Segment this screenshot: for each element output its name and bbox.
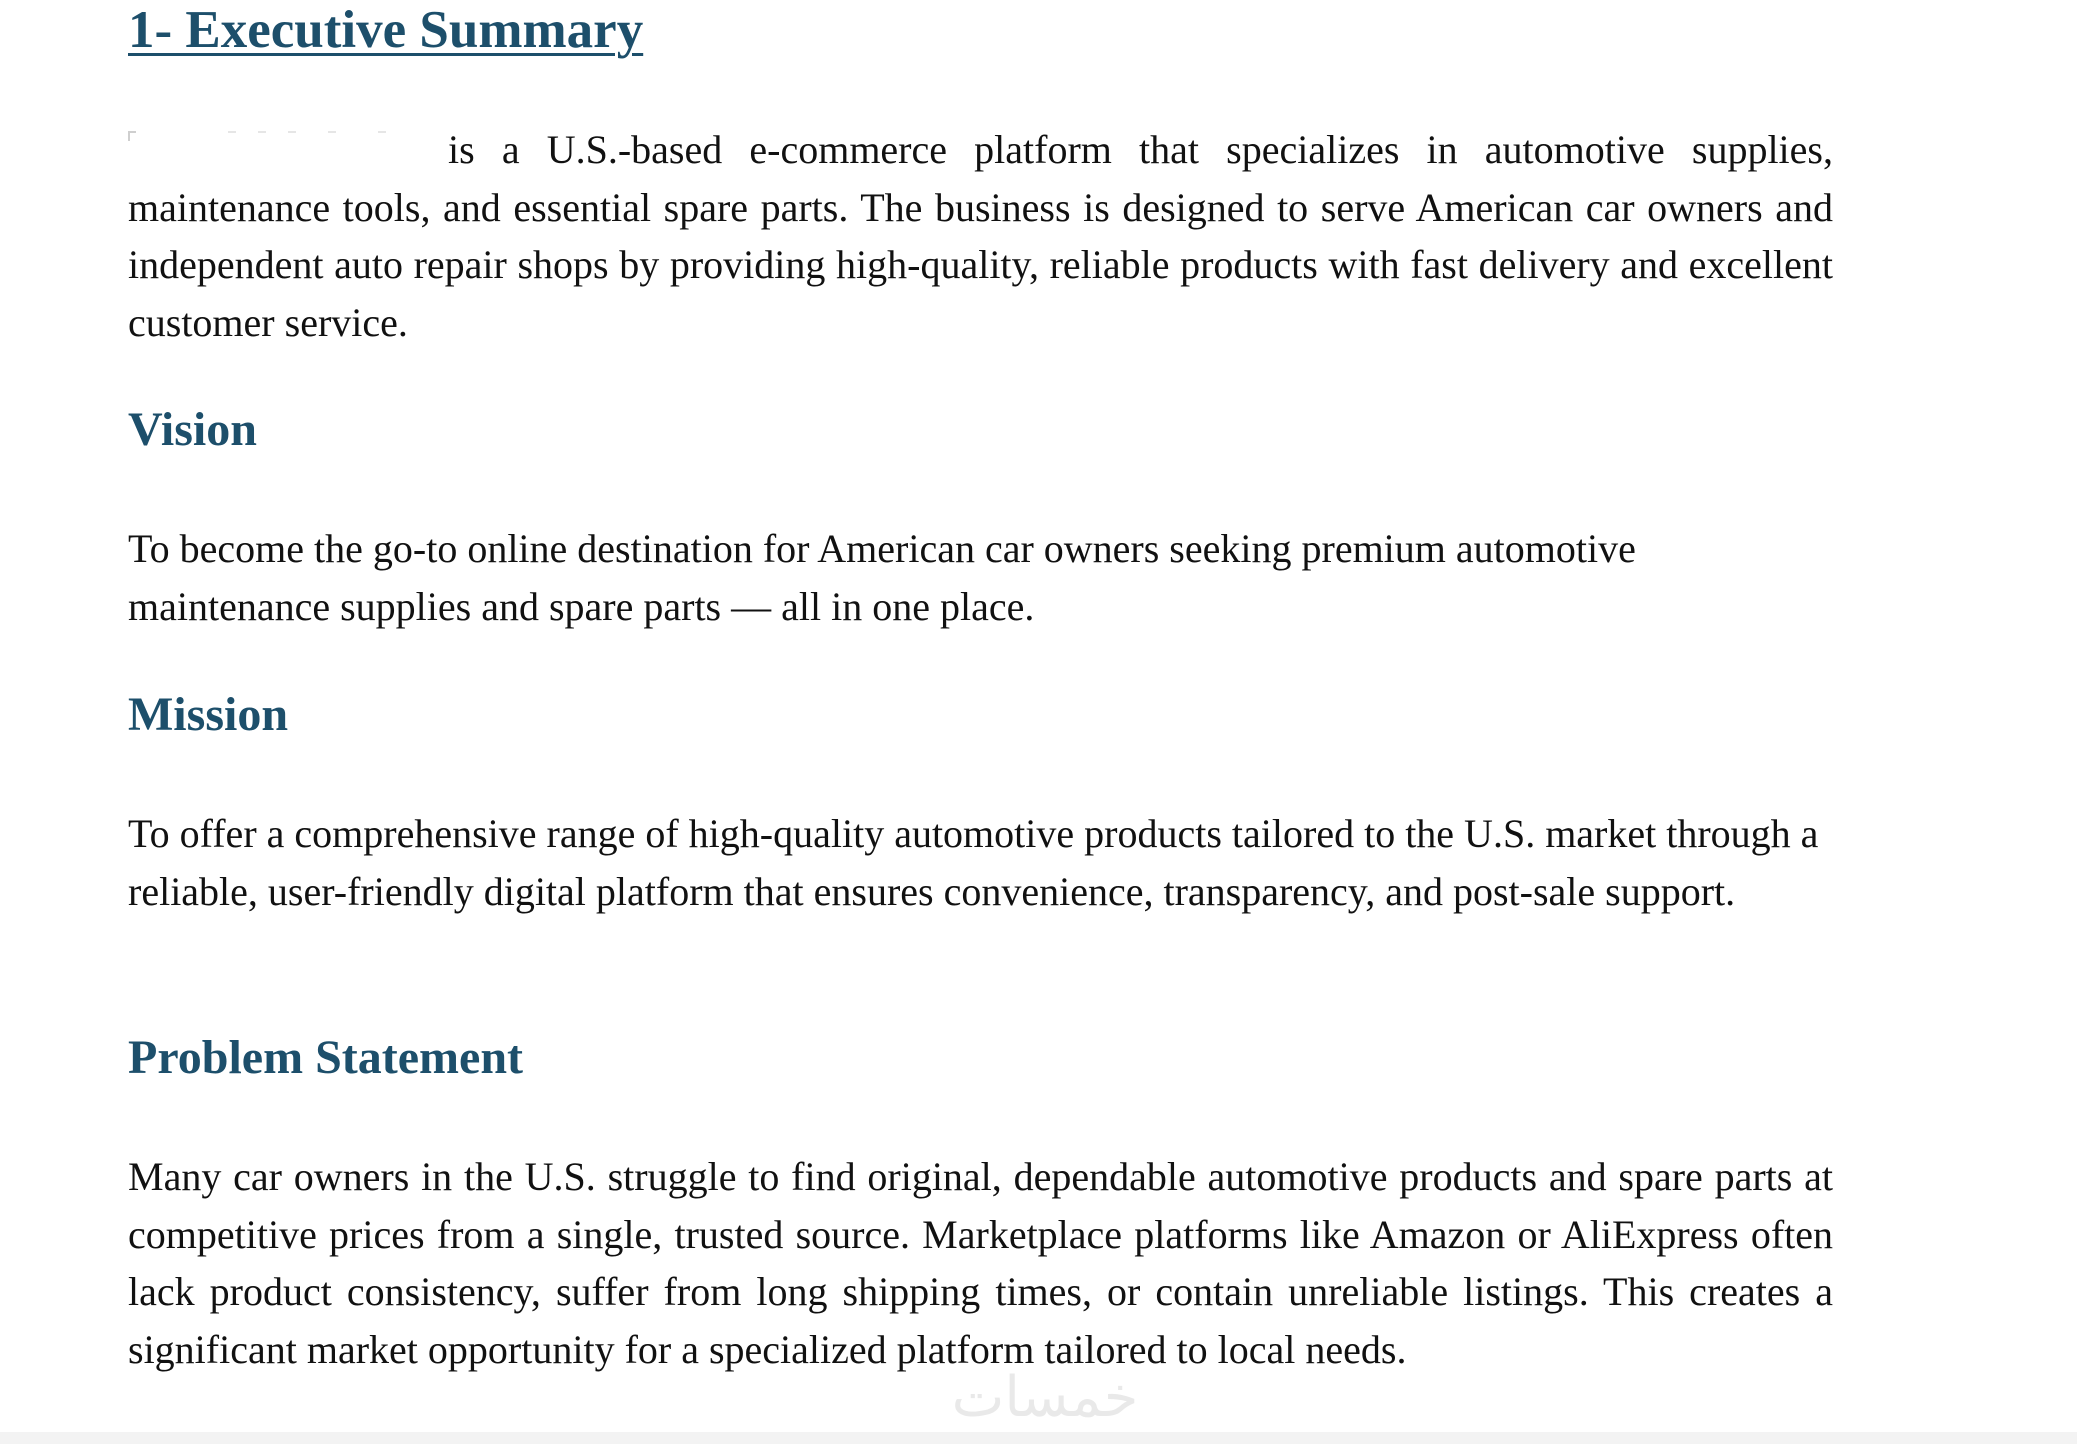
vision-heading: Vision [128, 403, 257, 456]
section-title: 1- Executive Summary [128, 1, 644, 59]
mission-paragraph: To offer a comprehensive range of high-quality automotive products tailored to the U.S. market through a reliable, user-friendly digital platform that ensures convenience, transparency, and post-sale support. [128, 811, 1819, 914]
watermark-logo: خمسات [951, 1365, 1139, 1430]
intro-paragraph [128, 121, 1833, 351]
problem-statement-heading: Problem Statement [128, 1031, 524, 1084]
redacted-company-name [128, 135, 428, 163]
intro-text: is a U.S.-based e-commerce platform that specializes in automotive supplies, maintenance tools, and essential spare parts. The business is designed to serve American car owners and independent auto repair shops by providing high-quality, reliable products with fast delivery and excellent customer service. [128, 127, 1833, 345]
problem-statement-paragraph: Many car owners in the U.S. struggle to find original, dependable automotive products and spare parts at competitive prices from a single, trusted source. Marketplace platforms like Amazon or AliExpress often lack product consistency, suffer from long shipping times, or contain unreliable listings. This creates a significant market opportunity for a specialized platform tailored to local needs. [128, 1154, 1833, 1372]
page-bottom-edge [0, 1432, 2077, 1444]
mission-heading: Mission [128, 688, 289, 741]
vision-paragraph: To become the go-to online destination for American car owners seeking premium automotive maintenance supplies and spare parts — all in one place. [128, 526, 1636, 629]
